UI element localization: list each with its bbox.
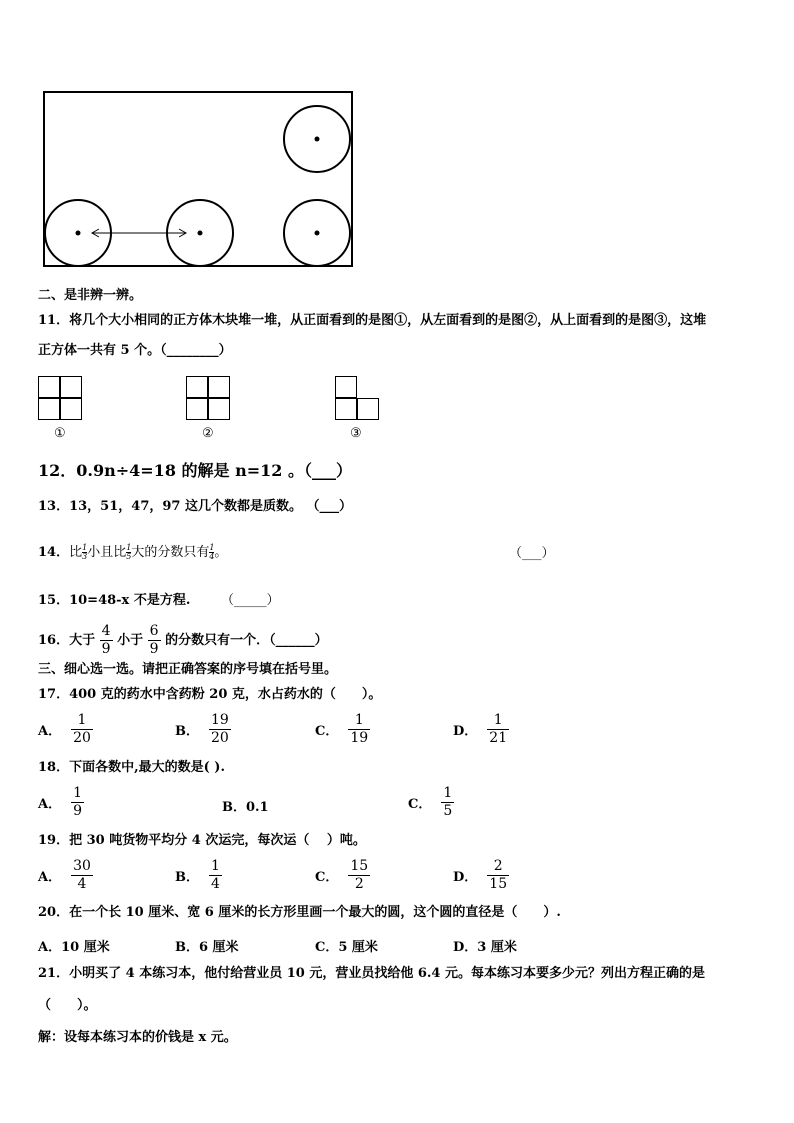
q12-text: 12．0.9n÷4=18 的解是 n=12 。（___） (38, 461, 352, 480)
q20-option-d: D．3 厘米 (453, 940, 517, 955)
double-arrow (92, 229, 186, 237)
view-left-caption: ② (202, 426, 214, 441)
q20-option-a: A．10 厘米 (38, 940, 110, 955)
circle-bottom-right-center (315, 231, 320, 236)
q20-option-c: C．5 厘米 (315, 940, 378, 955)
view-front-caption: ① (54, 426, 66, 441)
section3-title: 三、细心选一选。请把正确答案的序号填在括号里。 (38, 662, 338, 677)
q14-blank: （___） (509, 546, 555, 561)
q17-option-c: C． $\frac{1}{19}$ (315, 712, 369, 746)
q21-line1: 21．小明买了 4 本练习本，他付给营业员 10 元，营业员找给他 6.4 元。每本练习本要多少元？列出方程正确的是 (38, 966, 705, 981)
figure-rectangle (44, 92, 352, 266)
q17-option-a: A． $\frac{1}{20}$ (38, 712, 91, 746)
q11-line2: 正方体一共有 5 个。（________） (38, 343, 232, 358)
q11-line1: 11．将几个大小相同的正方体木块堆一堆，从正面看到的是图①，从左面看到的是图②，从上面看到的是图③，这堆 (38, 313, 707, 328)
q20-option-b: B．6 厘米 (175, 940, 239, 955)
q19-option-a: A． $\frac{30}{4}$ (38, 858, 91, 892)
circle-bottom-middle-center (198, 231, 203, 236)
q21-line3: 解：设每本练习本的价钱是 x 元。 (38, 1030, 237, 1045)
q18-text: 18．下面各数中,最大的数是( ). (38, 760, 225, 775)
q16-text: 16．大于 $\frac{4}{9}$ 小于 $\frac{6}{9}$ 的分数只有一个．（______） (38, 623, 328, 657)
q19-option-c: C． $\frac{15}{2}$ (315, 858, 369, 892)
q18-option-c: C． $\frac{1}{5}$ (408, 785, 453, 819)
section2-title: 二、是非辨一辨。 (38, 288, 143, 303)
q19-option-d: D． $\frac{2}{15}$ (453, 858, 508, 892)
q20-text: 20．在一个长 10 厘米、宽 6 厘米的长方形里画一个最大的圆，这个圆的直径是（ ）. (38, 905, 561, 920)
q15-blank: （_____） (221, 593, 280, 608)
q18-option-b: B．0.1 (222, 800, 269, 815)
view-top-caption: ③ (350, 426, 362, 441)
q19-option-b: B． $\frac{1}{4}$ (175, 858, 220, 892)
q18-option-a: A． $\frac{1}{9}$ (38, 785, 83, 819)
circle-top-right-center (315, 137, 320, 142)
q17-option-d: D． $\frac{1}{21}$ (453, 712, 508, 746)
q17-text: 17．400 克的药水中含药粉 20 克，水占药水的（ ）。 (38, 687, 382, 702)
q19-text: 19．把 30 吨货物平均分 4 次运完，每次运（ ）吨。 (38, 833, 366, 848)
q13-text: 13．13，51，47，97 这几个数都是质数。 （___） (38, 499, 353, 514)
circles-figure (0, 0, 794, 280)
circle-bottom-left-center (76, 231, 81, 236)
q17-option-b: B． $\frac{19}{20}$ (175, 712, 229, 746)
q21-line2: （ ）。 (38, 998, 97, 1013)
q15-text: 15．10=48-x 不是方程. (38, 593, 191, 608)
q14-text: 14．比 $\frac{1}{3}$ 小且比 $\frac{1}{5}$ 大的分数只有 $\frac{1}{4}$ 。 (38, 543, 228, 561)
